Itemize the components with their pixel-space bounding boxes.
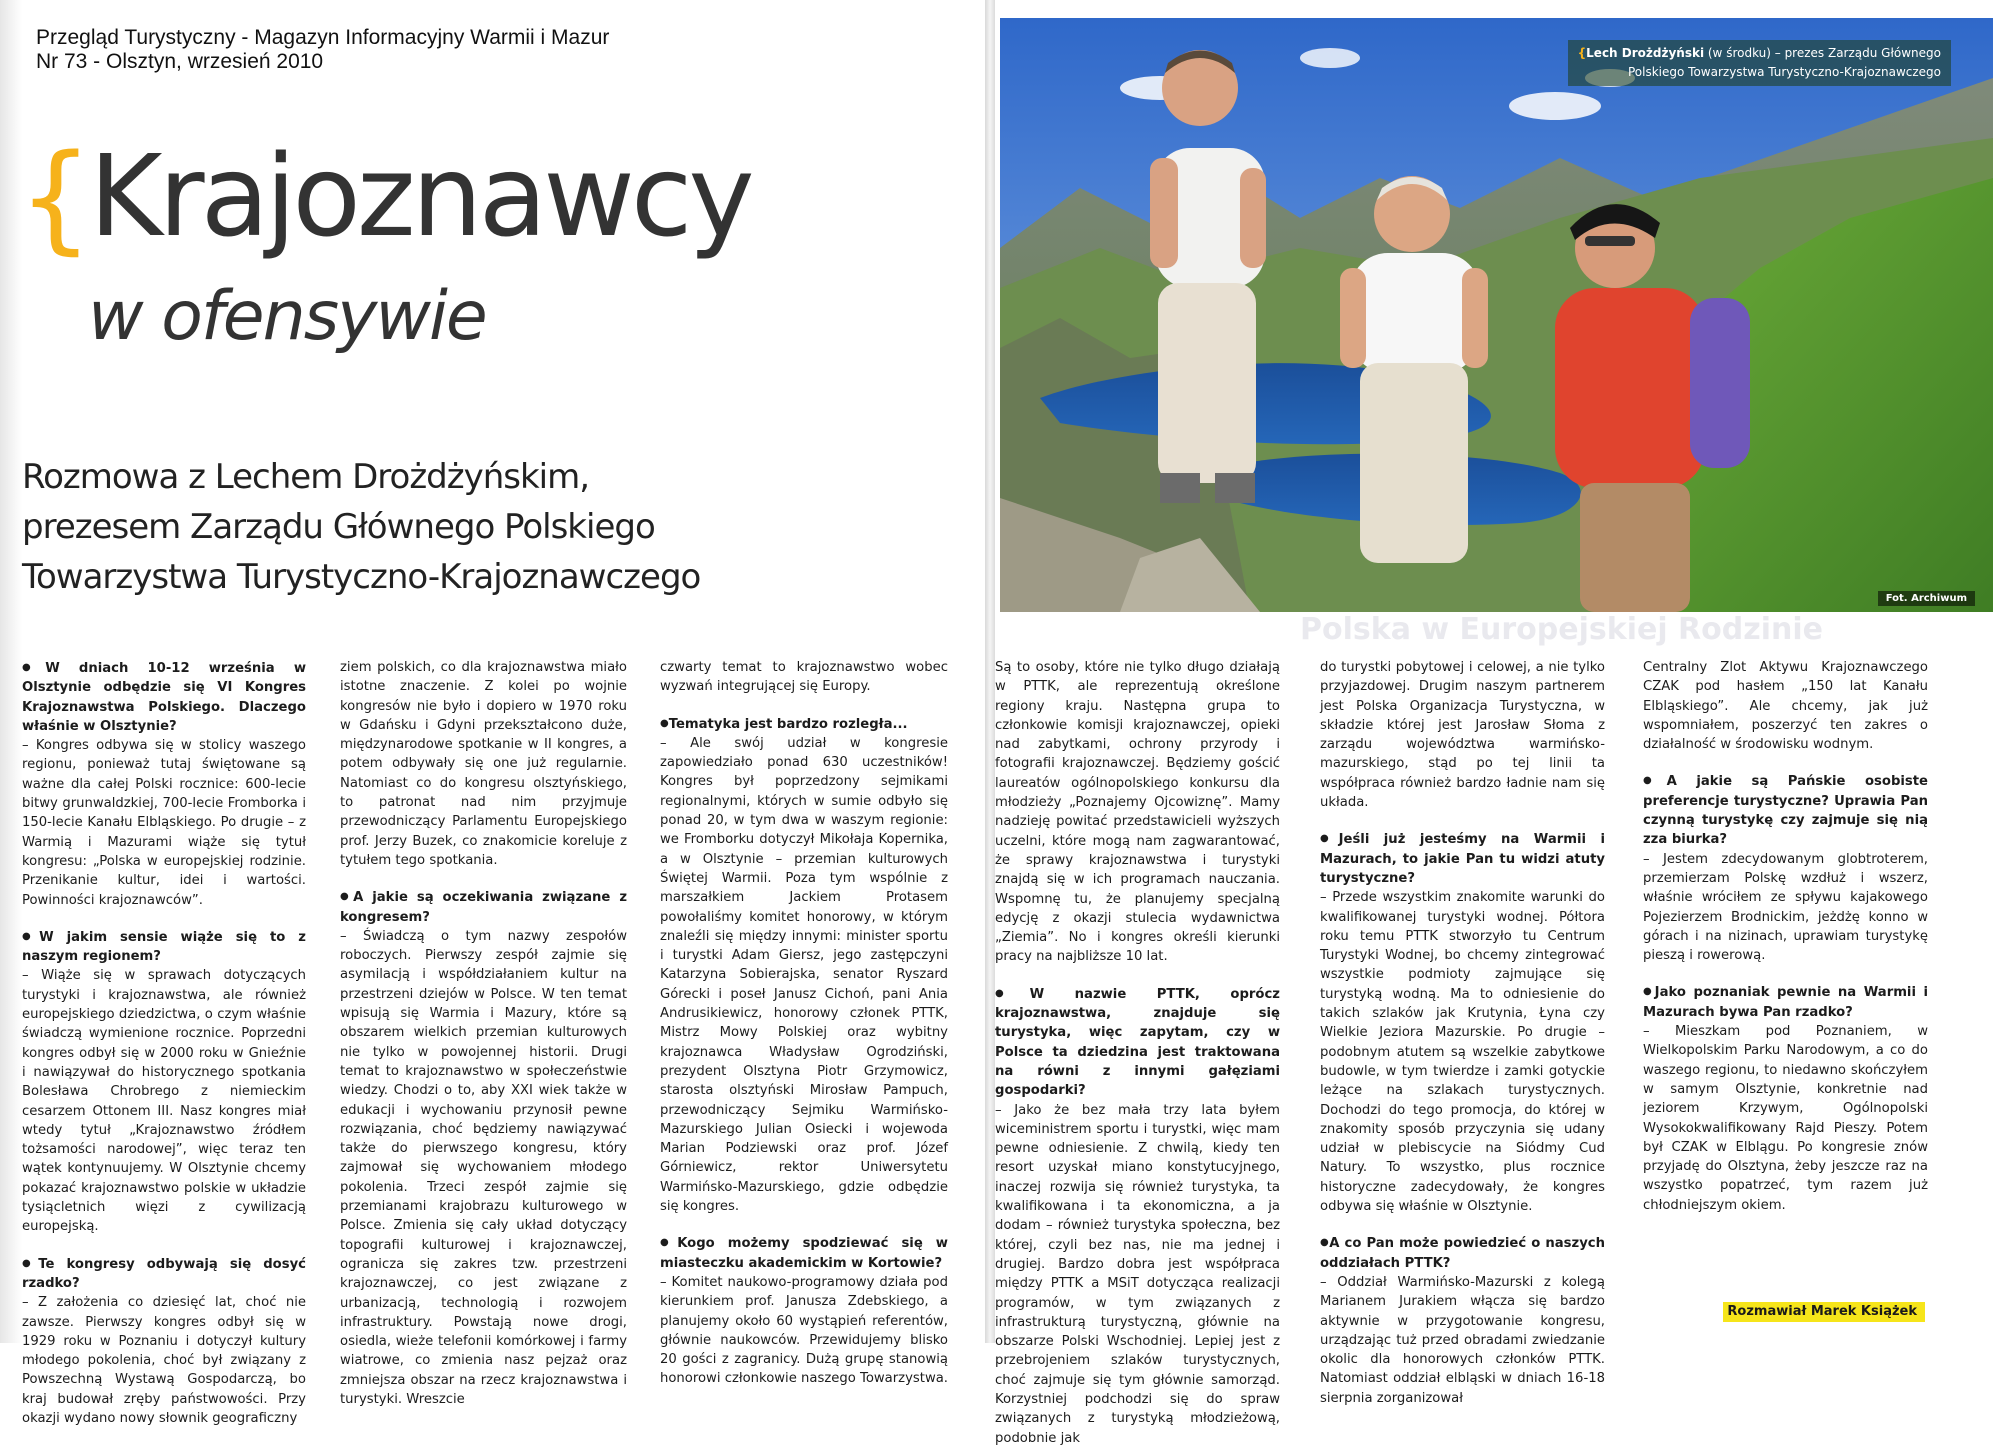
interview-question: ● Jako poznaniak pewnie na Warmii i Mazurach bywa Pan rzadko? (1643, 982, 1928, 1022)
photo-caption (1568, 40, 1951, 86)
headline-brace: { (18, 128, 90, 266)
interview-answer: – Wiąże się w sprawach dotyczących turystyki i krajoznawstwa, ale również europejskiego dziedzictwa, o czym właśnie świadczą wymienione rocznice. Poprzedni kongres odbył się w 2000 roku w Gnieźnie i nawiązywał do historycznego spotkania Bolesława Chrobrego z niemieckim cesarzem Ottonem III. Nasz kongres miał wtedy tytuł „Krajoznawstwo źródłem tożsamości narodowej”, więc teraz ten wątek kontynuujemy. W Olsztynie chcemy pokazać krajoznawstwo polskie w układzie tysiącletnich więzi z cywilizacją europejską. (22, 968, 306, 1235)
interview-question: ● Te kongresy odbywają się dosyć rzadko? (22, 1254, 306, 1294)
interview-question: ● Kogo możemy spodziewać się w miasteczku akademickim w Kortowie? (660, 1233, 948, 1273)
interview-answer: – Ale swój udział w kongresie zapowiedziało ponad 630 uczestników! Kongres był poprzedzony sejmikami regionalnymi, których w sumie odbyło się ponad 20, w tym dwa w waszym regionie: we Fromborku dotyczył Mikołaja Kopernika, a w Olsztynie – przemian kulturowych Świętej Warmii. Poza tym wspólnie z marszałkiem Jackiem Protasem powołaliśmy komitet honorowy, w którym znaleźli się między innymi: minister sportu i turystki Adam Giersz, jego zastępczyni Katarzyna Sobierajska, senator Ryszard Górecki i poseł Janusz Cichoń, pani Ania Andrusikiewicz, honorowy członek PTTK, Mistrz Mowy Polskiej oraz wybitny krajoznawca Władysław Ogrodziński, prezydent Olsztyna Piotr Grzymowicz, starosta olsztyński Mirosław Pampuch, przewodniczący Sejmiku Warmińsko-Mazurskiego Julian Osiecki i wojewoda Marian Podziewski oraz prof. Józef Górniewicz, rektor Uniwersytetu Warmińsko-Mazurskiego, gdzie odbędzie się kongres. (660, 735, 948, 1215)
caption-name: Lech Drożdżyński (1586, 46, 1705, 60)
photo-credit: Fot. Archiwum (1878, 591, 1975, 606)
masthead (36, 26, 609, 74)
article-column-3 (660, 658, 948, 1389)
interview-question: ● Tematyka jest bardzo rozległa... (660, 714, 948, 734)
interview-question: ● A jakie są oczekiwania związane z kongresem? (340, 887, 627, 927)
headline-subtitle: w ofensywie (88, 277, 486, 356)
interview-answer: Są to osoby, które nie tylko długo działają w PTTK, ale reprezentują określone regiony kraju. Następna grupa to członkowie komisji krajoznawczej, opieki nad zabytkami, ochrony przyrody i fotografii krajoznawczej. Będziemy gościć laureatów ogólnopolskiego konkursu dla młodzieży „Poznajemy Ojcowiznę”. Mamy nadzieję powitać przedstawicieli wyższych uczelni, które mogą nam zagwarantować, że sprawy krajoznawstwa i turystyki znajdą się w ich programach nauczania. Wspomnę tu, że planujemy specjalną edycję z okazji stulecia wydawnictwa „Ziemia”. No i kongres określi kierunki pracy na najbliższe 10 lat. (995, 660, 1280, 965)
lead-line-1: Rozmowa z Lechem Drożdżyńskim, (22, 457, 590, 497)
interview-answer: – Oddział Warmińsko-Mazurski z kolegą Marianem Jurakiem włącza się bardzo aktywnie w przygotowanie kongresu, urządzając tuż przed obradami zwiedzanie okolic dla honorowych członków PTTK. Natomiast oddział elbląski w dniach 16-18 sierpnia zorganizował (1320, 1274, 1605, 1406)
photo (1000, 18, 1993, 612)
interview-answer: ziem polskich, co dla krajoznawstwa miało istotne znaczenie. Z kolei po wojnie kongresów nie było i dopiero w 1970 roku w Gdańsku i Gdyni przekształcono duże, międzynarodowe spotkanie w II kongres, a potem odbywały się one już regularnie. Natomiast co do kongresu olsztyńskiego, to patronat nad nim przyjmuje przewodniczący Parlamentu Europejskiego prof. Jerzy Buzek, co znakomicie koreluje z tytułem tego spotkania. (340, 660, 627, 868)
interview-question: ● A co Pan może powiedzieć o naszych oddziałach PTTK? (1320, 1233, 1605, 1273)
interview-answer: do turystki pobytowej i celowej, a nie tylko przyjazdowej. Drugim naszym partnerem jest Polska Organizacja Turystyczna, w składzie której jest Jarosław Słoma z zarządu województwa warmińsko-mazurskiego, stąd po tej linii ta współpraca również bardzo ładnie nam się układa. (1320, 660, 1605, 811)
masthead-line-1: Przegląd Turystyczny - Magazyn Informacyjny Warmii i Mazur (36, 26, 610, 49)
article-column-2 (340, 658, 627, 1409)
interview-question: ● W nazwie PTTK, oprócz krajoznawstwa, znajduje się turystyka, więc zapytam, czy w Polsce ta dziedzina jest traktowana na równi z innymi gałęziami gospodarki? (995, 984, 1280, 1101)
interview-answer: – Jako że bez mała trzy lata byłem wiceministrem sportu i turystki, więc mam pewne odniesienie. Z chwilą, kiedy ten resort uzyskał miano konstytucyjnego, inaczej rozwija się również turystyka, ta kwalifikowana i ta ekonomiczna, a ja dodam – również turystyka społeczna, bez której, czyli bez nas, nie ma jednej i drugiej. Bardzo dobra jest współpraca między PTTK a MSiT dotycząca realizacji programów, w tym związanych z infrastrukturą turystyczną, głównie na obszarze Polski Wschodniej. Lepiej jest z przebrojeniem szlaków turystycznych, choć zajmuje się tym głównie samorząd. Korzystniej podchodzi się do spraw związanych z turystyką młodzieżową, podobnie jak (995, 1102, 1280, 1446)
photo-mountain-scene (1000, 18, 1993, 612)
masthead-line-2: Nr 73 - Olsztyn, wrzesień 2010 (36, 50, 324, 73)
interview-question: ● W dniach 10-12 września w Olsztynie odbędzie się VI Kongres Krajoznawstwa Polskiego. Dlaczego właśnie w Olsztynie? (22, 658, 306, 736)
article-column-6 (1643, 658, 1928, 1215)
caption-brace: { (1577, 46, 1587, 60)
interview-answer: – Kongres odbywa się w stolicy waszego regionu, ponieważ tutaj świętowane są ważne dla całej Polski rocznice: 600-lecie bitwy grunwaldzkiej, 700-lecie Fromborka i 150-lecie Kanału Elbląskiego. Po drugie – z Warmią i Mazurami wiąże się tytuł kongresu: „Polska w europejskiej rodzinie. Przenikanie kultur, idei i wartości. Powinności krajoznawców”. (22, 738, 306, 908)
lead-line-2: prezesem Zarządu Głównego Polskiego (22, 507, 655, 547)
article-column-5 (1320, 658, 1605, 1408)
article-column-1 (22, 658, 306, 1428)
interview-answer: – Z założenia co dziesięć lat, choć nie zawsze. Pierwszy kongres odbył się w 1929 roku w Poznaniu i dotyczył kultury młodego pokolenia, choć był związany z Powszechną Wystawą Gospodarczą, bo kraj budował zręby państwowości. Przy okazji wydano nowy słownik geograficzny (22, 1295, 306, 1426)
lead-paragraph (22, 452, 962, 602)
interview-question: ● W jakim sensie wiąże się to z naszym regionem? (22, 927, 306, 967)
article-column-4 (995, 658, 1280, 1448)
byline: Rozmawiał Marek Książek (1723, 1302, 1925, 1322)
page-spine (985, 0, 995, 1343)
lead-line-3: Towarzystwa Turystyczno-Krajoznawczego (22, 557, 701, 597)
interview-question: ● Jeśli już jesteśmy na Warmii i Mazurach, to jakie Pan tu widzi atuty turystyczne? (1320, 829, 1605, 888)
ghost-show-through-text: Polska w Europejskiej Rodzinie (1300, 612, 1823, 647)
interview-answer: – Mieszkam pod Poznaniem, w Wielkopolskim Parku Narodowym, a co do waszego regionu, to niedawno skończyłem w samym Olsztynie, konkretnie nad jeziorem Krzywym, Ogólnopolski Wysokokwalifikowany Rajd Pieszy. Potem był CZAK w Elblągu. Po kongresie znów przyjadę do Olsztyna, żeby jeszcze raz na wszystko popatrzeć, tym razem już chłodniejszym okiem. (1643, 1024, 1928, 1213)
interview-answer: Centralny Zlot Aktywu Krajoznawczego CZAK pod hasłem „150 lat Kanału Elbląskiego”. Ale chcemy, jak już wspomniałem, poszerzyć ten zakres o działalność w środowisku wodnym. (1643, 660, 1928, 753)
interview-answer: czwarty temat to krajoznawstwo wobec wyzwań integrującej się Europy. (660, 660, 948, 695)
interview-answer: – Jestem zdecydowanym globtroterem, przemierzam Polskę wzdłuż i wszerz, właśnie wróciłem ze spływu kajakowego Pojezierzem Brodnickim, jeżdżę konno w górach i na nizinach, uprawiam turystykę pieszą i rowerową. (1643, 851, 1928, 964)
headline (18, 128, 751, 266)
interview-answer: – Przede wszystkim znakomite warunki do kwalifikowanej turystyki wodnej. Półtora roku temu PTTK stworzyło tu Centrum Turystyki Wodnej, bo chcemy zintegrować wszystkie podmioty zajmujące się turystyką wodną. Ma to odniesienie do takich szlaków jak Krutynia, Łyna czy Wielkie Jeziora Mazurskie. Po drugie – podobnym atutem są wszelkie zabytkowe budowle, w tym twierdze i zamki gotyckie leżące na szlakach turystycznych. Dochodzi do tego promocja, do której w znakomity sposób przyczynia się udany udział w plebiscycie na Siódmy Cud Natury. To wszystko, plus rocznice historyczne zadecydowały, że kongres odbywa się właśnie w Olsztynie. (1320, 890, 1605, 1215)
headline-title: Krajoznawcy (89, 132, 751, 262)
caption-text-2: Polskiego Towarzystwa Turystyczno-Krajoznawczego (1628, 65, 1941, 79)
interview-answer: – Świadczą o tym nazwy zespołów roboczych. Pierwszy zespół zajmie się asymilacją i współdziałaniem kultur na przestrzeni dziejów w Polsce. W ten temat wpisują się Warmia i Mazury, które są obszarem wielkich przemian kulturowych nie tylko w powojennej historii. Drugi temat to krajoznawstwo w społeczeństwie wiedzy. Chodzi o to, aby XXI wiek także w edukacji i wychowaniu przynosił pewne rozwiązania, choć będziemy nawiązywać także do pierwszego kongresu, który zajmował się wychowaniem młodego pokolenia. Trzeci zespół zajmie się przemianami krajobrazu kulturowego w Polsce. Zmienia się cały układ dotyczący topografii kulturowej i krajoznawczej, ogranicza się zakres tzw. przestrzeni krajoznawczej, co jest związane z urbanizacją, technologią i rozwojem infrastruktury. Powstają nowe drogi, osiedla, wieże telefonii komórkowej i farmy wiatrowe, co zmienia nasz pejzaż oraz zmniejsza obszar na rzecz krajoznawstwa i turystyki. Wreszcie (340, 928, 627, 1407)
interview-answer: – Komitet naukowo-programowy działa pod kierunkiem prof. Janusza Zdebskiego, a planujemy około 60 wystąpień referentów, głównie naukowców. Przewidujemy blisko 20 gości z zagranicy. Dużą grupę stanowią honorowi członkowie naszego Towarzystwa. (660, 1274, 949, 1387)
caption-text-1: (w środku) – prezes Zarządu Głównego (1704, 46, 1941, 60)
interview-question: ● A jakie są Pańskie osobiste preferencje turystyczne? Uprawia Pan czynną turystykę czy zajmuje się nią zza biurka? (1643, 771, 1928, 849)
